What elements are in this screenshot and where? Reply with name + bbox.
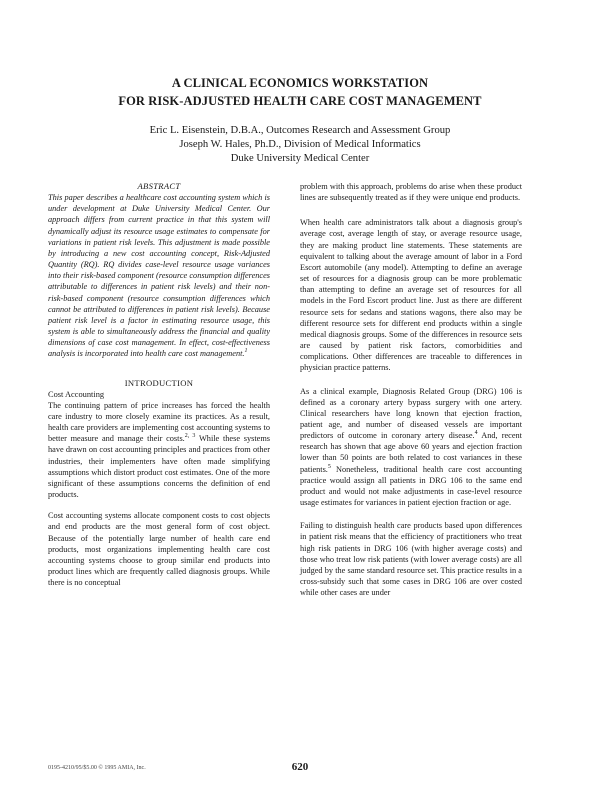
right-paragraph-2: When health care administrators talk about a diagnosis group's average cost, average length of stay, or average resource usage, they are making product line statements. These statements are equivalent to talking about the average amount of labor in a Ford Escort automobile (any model). Attempting to define an average set of resources for a diagnosis group can be more problematic than attempting to define an average set of resources for all models in the Ford Escort product line. Just as there are different resource sets for sedans and stations wagons, there also may be different resource sets for different end products within a single medical diagnosis groups. Some of the differences in resource sets are caused by patient risk factors, comorbidities and complications. Other differences are traceable to differences in physician practice patterns.	[300, 218, 522, 373]
author-block	[0, 124, 600, 166]
right-ref-5: 5	[327, 463, 331, 470]
left-column	[48, 181, 270, 588]
cost-accounting-subheading: Cost Accounting	[48, 389, 105, 399]
paper-title-line1: A CLINICAL ECONOMICS WORKSTATION	[171, 76, 429, 90]
introduction-heading: INTRODUCTION	[124, 377, 194, 388]
affiliation: Duke University Medical Center	[230, 153, 370, 164]
abstract-ref: 1	[244, 348, 248, 355]
intro-paragraph-1: The continuing pattern of price increases has forced the health care industry to more closely examine its practices. As a result, health care providers are implementing cost accounting systems to better measure and manage their costs.$^{2, 3}$ While these systems have drawn on cost accounting principles and practices from other industries, their implementers have often made simplifying assumptions which distort product cost estimates. One of the more significant of these assumptions concerns the definition of end products.	[48, 400, 270, 500]
author-2: Joseph W. Hales, Ph.D., Division of Medical Informatics	[179, 139, 421, 150]
author-1: Eric L. Eisenstein, D.B.A., Outcomes Research and Assessment Group	[149, 125, 451, 136]
abstract-heading: ABSTRACT	[137, 181, 181, 191]
right-paragraph-1: problem with this approach, problems do arise when these product lines are subsequently treated as if they were unique end products.	[300, 182, 522, 203]
title-block	[0, 74, 600, 110]
page-number: 620	[291, 761, 309, 773]
intro-ref-1: 2, 3	[184, 433, 196, 440]
intro-paragraph-2: Cost accounting systems allocate component costs to cost objects and end products are the most general form of cost object. Because of the potentially large number of health care end products, most organizations implementing health care cost accounting systems choose to group similar end products into product lines which are frequently called diagnosis groups. While there is no conceptual	[48, 511, 270, 588]
right-paragraph-4: Failing to distinguish health care products based upon differences in patient risk means that the efficiency of practitioners who treat high risk patients in DRG 106 (with higher average costs) and those who treat low risk patients (with lower average costs) are all judged by the same standard resource set. This practice results in a cross-subsidy such that some cases in DRG 106 are over costed while other cases are under	[300, 521, 522, 598]
right-column	[300, 181, 522, 598]
introduction-section	[48, 378, 270, 589]
right-paragraph-3: As a clinical example, Diagnosis Related Group (DRG) 106 is defined as a coronary artery bypass surgery with one artery. Clinical researchers have long known that ejection fraction, patient age, and number of diseased vessels are important predictors of outcome in coronary artery disease.$^4$ And, recent research has shown that age above 60 years and ejection fraction lower than 50 points are both related to cost variances in these patients.$^5$ Nonetheless, traditional health care cost accounting practice would assign all patients in DRG 106 to the same end product and would not make adjustments in case-level resource usage estimates for variances in patient ejection fraction or age.	[300, 386, 522, 508]
right-ref-4: 4	[474, 430, 478, 437]
copyright-notice: 0195-4210/95/$5.00 © 1995 AMIA, Inc.	[48, 765, 146, 771]
abstract-text: This paper describes a healthcare cost accounting system which is under development at Duke University Medical Center. Our approach differs from current practice in that this system will dynamically adjust its resource usage estimates to compensate for variations in patient risk levels. This adjustment is made possible by introducing a new cost accounting concept, Risk-Adjusted Quantity (RQ). RQ divides case-level resource usage variances into their risk-based component (resource consumption differences attributable to differences in patient risk levels) and their non-risk-based component (resource consumption differences which cannot be attributed to differences in patient risk levels). Because patient risk level is a factor in estimating resource usage, this system is able to simultaneously address the financial and quality dimensions of case cost management. In effect, cost-effectiveness analysis is incorporated into health care cost management.$^1$	[48, 193, 270, 359]
abstract-section	[48, 181, 270, 360]
paper-title-line2: FOR RISK-ADJUSTED HEALTH CARE COST MANAGEMENT	[118, 94, 482, 108]
